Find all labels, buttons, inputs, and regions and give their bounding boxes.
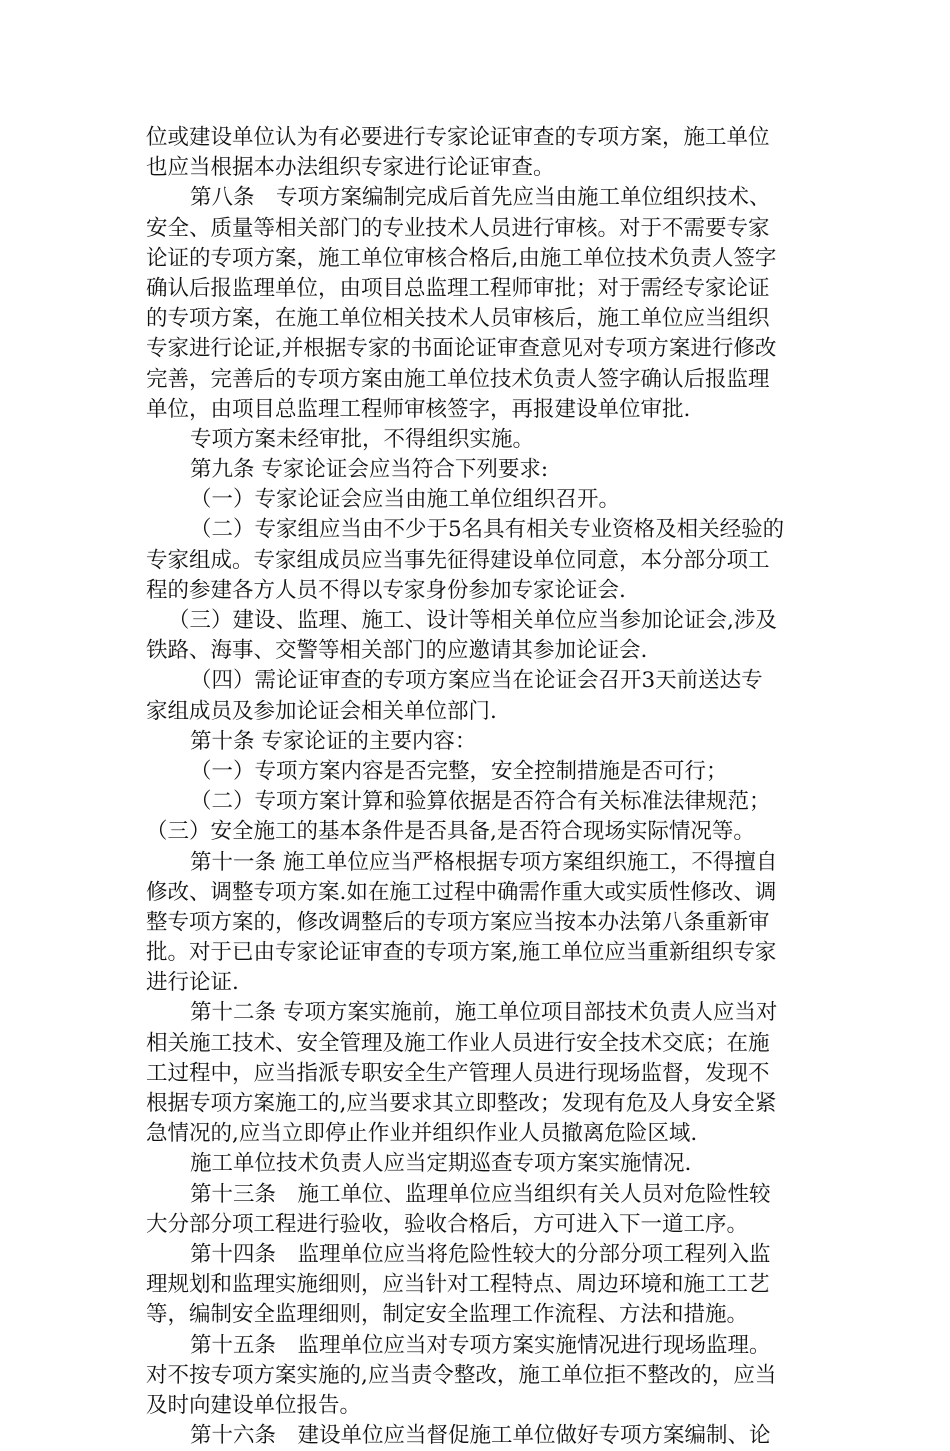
text-line: 批。对于已由专家论证审查的专项方案,施工单位应当重新组织专家 <box>146 940 777 966</box>
text-line: （二）专家组应当由不少于5名具有相关专业资格及相关经验的 <box>190 517 785 543</box>
text-line: 进行论证. <box>146 970 239 996</box>
text-line: 位或建设单位认为有必要进行专家论证审查的专项方案，施工单位 <box>146 125 770 150</box>
text-line: 第十四条 监理单位应当将危险性较大的分部分项工程列入监 <box>190 1241 771 1267</box>
text-line: 第八条 专项方案编制完成后首先应当由施工单位组织技术、 <box>190 185 771 211</box>
text-line: 修改、调整专项方案.如在施工过程中确需作重大或实质性修改、调 <box>146 879 777 905</box>
text-line: 完善，完善后的专项方案由施工单位技术负责人签字确认后报监理 <box>146 366 770 392</box>
text-line: 第十五条 监理单位应当对专项方案实施情况进行现场监理。 <box>190 1332 771 1358</box>
text-line: 大分部分项工程进行验收，验收合格后，方可进入下一道工序。 <box>146 1211 749 1237</box>
text-line: 程的参建各方人员不得以专家身份参加专家论证会. <box>146 577 626 603</box>
text-line: 第九条 专家论证会应当符合下列要求: <box>190 457 549 483</box>
text-line: 整专项方案的，修改调整后的专项方案应当按本办法第八条重新审 <box>146 909 770 935</box>
text-line: 确认后报监理单位，由项目总监理工程师审批；对于需经专家论证 <box>146 275 770 301</box>
text-line: （一）专家论证会应当由施工单位组织召开。 <box>190 487 621 513</box>
text-line: 第十二条 专项方案实施前，施工单位项目部技术负责人应当对 <box>190 1000 778 1026</box>
text-line: （一）专项方案内容是否完整，安全控制措施是否可行； <box>190 758 728 784</box>
text-line: 施工单位技术负责人应当定期巡查专项方案实施情况. <box>190 1151 692 1177</box>
text-line: 第十一条 施工单位应当严格根据专项方案组织施工，不得擅自 <box>190 849 778 875</box>
text-line: 铁路、海事、交警等相关部门的应邀请其参加论证会. <box>146 638 648 664</box>
text-line: 专家组成。专家组成员应当事先征得建设单位同意，本分部分项工 <box>146 547 770 573</box>
text-line: （二）专项方案计算和验算依据是否符合有关标准法律规范； <box>190 789 771 815</box>
text-line: 第十三条 施工单位、监理单位应当组织有关人员对危险性较 <box>190 1181 771 1207</box>
text-line: 理规划和监理实施细则，应当针对工程特点、周边环境和施工工艺 <box>146 1272 770 1298</box>
text-line: （三）安全施工的基本条件是否具备,是否符合现场实际情况等。 <box>146 819 755 845</box>
text-line: 单位，由项目总监理工程师审核签字，再报建设单位审批. <box>146 396 691 422</box>
text-line: 对不按专项方案实施的,应当责令整改，施工单位拒不整改的，应当 <box>146 1362 777 1388</box>
text-line: 等，编制安全监理细则，制定安全监理工作流程、方法和措施。 <box>146 1302 749 1328</box>
text-line: 的专项方案，在施工单位相关技术人员审核后，施工单位应当组织 <box>146 306 770 332</box>
text-line: 专项方案未经审批，不得组织实施。 <box>190 426 535 452</box>
text-line: 安全、质量等相关部门的专业技术人员进行审核。对于不需要专家 <box>146 215 770 241</box>
document-body <box>146 123 836 1451</box>
text-line: 第十条 专家论证的主要内容： <box>190 728 477 754</box>
text-line: 根据专项方案施工的,应当要求其立即整改；发现有危及人身安全紧 <box>146 1091 777 1116</box>
text-line: 工过程中，应当指派专职安全生产管理人员进行现场监督，发现不 <box>146 1060 770 1086</box>
text-line: （三）建设、监理、施工、设计等相关单位应当参加论证会,涉及 <box>168 608 777 633</box>
text-line: 相关施工技术、安全管理及施工作业人员进行安全技术交底；在施 <box>146 1030 770 1056</box>
text-line: 专家进行论证,并根据专家的书面论证审查意见对专项方案进行修改 <box>146 336 777 362</box>
text-line: 论证的专项方案，施工单位审核合格后,由施工单位技术负责人签字 <box>146 245 777 271</box>
text-line: 及时向建设单位报告。 <box>146 1392 362 1418</box>
text-line: （四）需论证审查的专项方案应当在论证会召开3天前送达专 <box>190 668 763 694</box>
text-line: 家组成员及参加论证会相关单位部门. <box>146 698 497 724</box>
text-line: 急情况的,应当立即停止作业并组织作业人员撤离危险区域. <box>146 1121 698 1147</box>
text-line: 也应当根据本办法组织专家进行论证审查。 <box>146 155 555 181</box>
text-line: 第十六条 建设单位应当督促施工单位做好专项方案编制、论 <box>190 1423 771 1449</box>
